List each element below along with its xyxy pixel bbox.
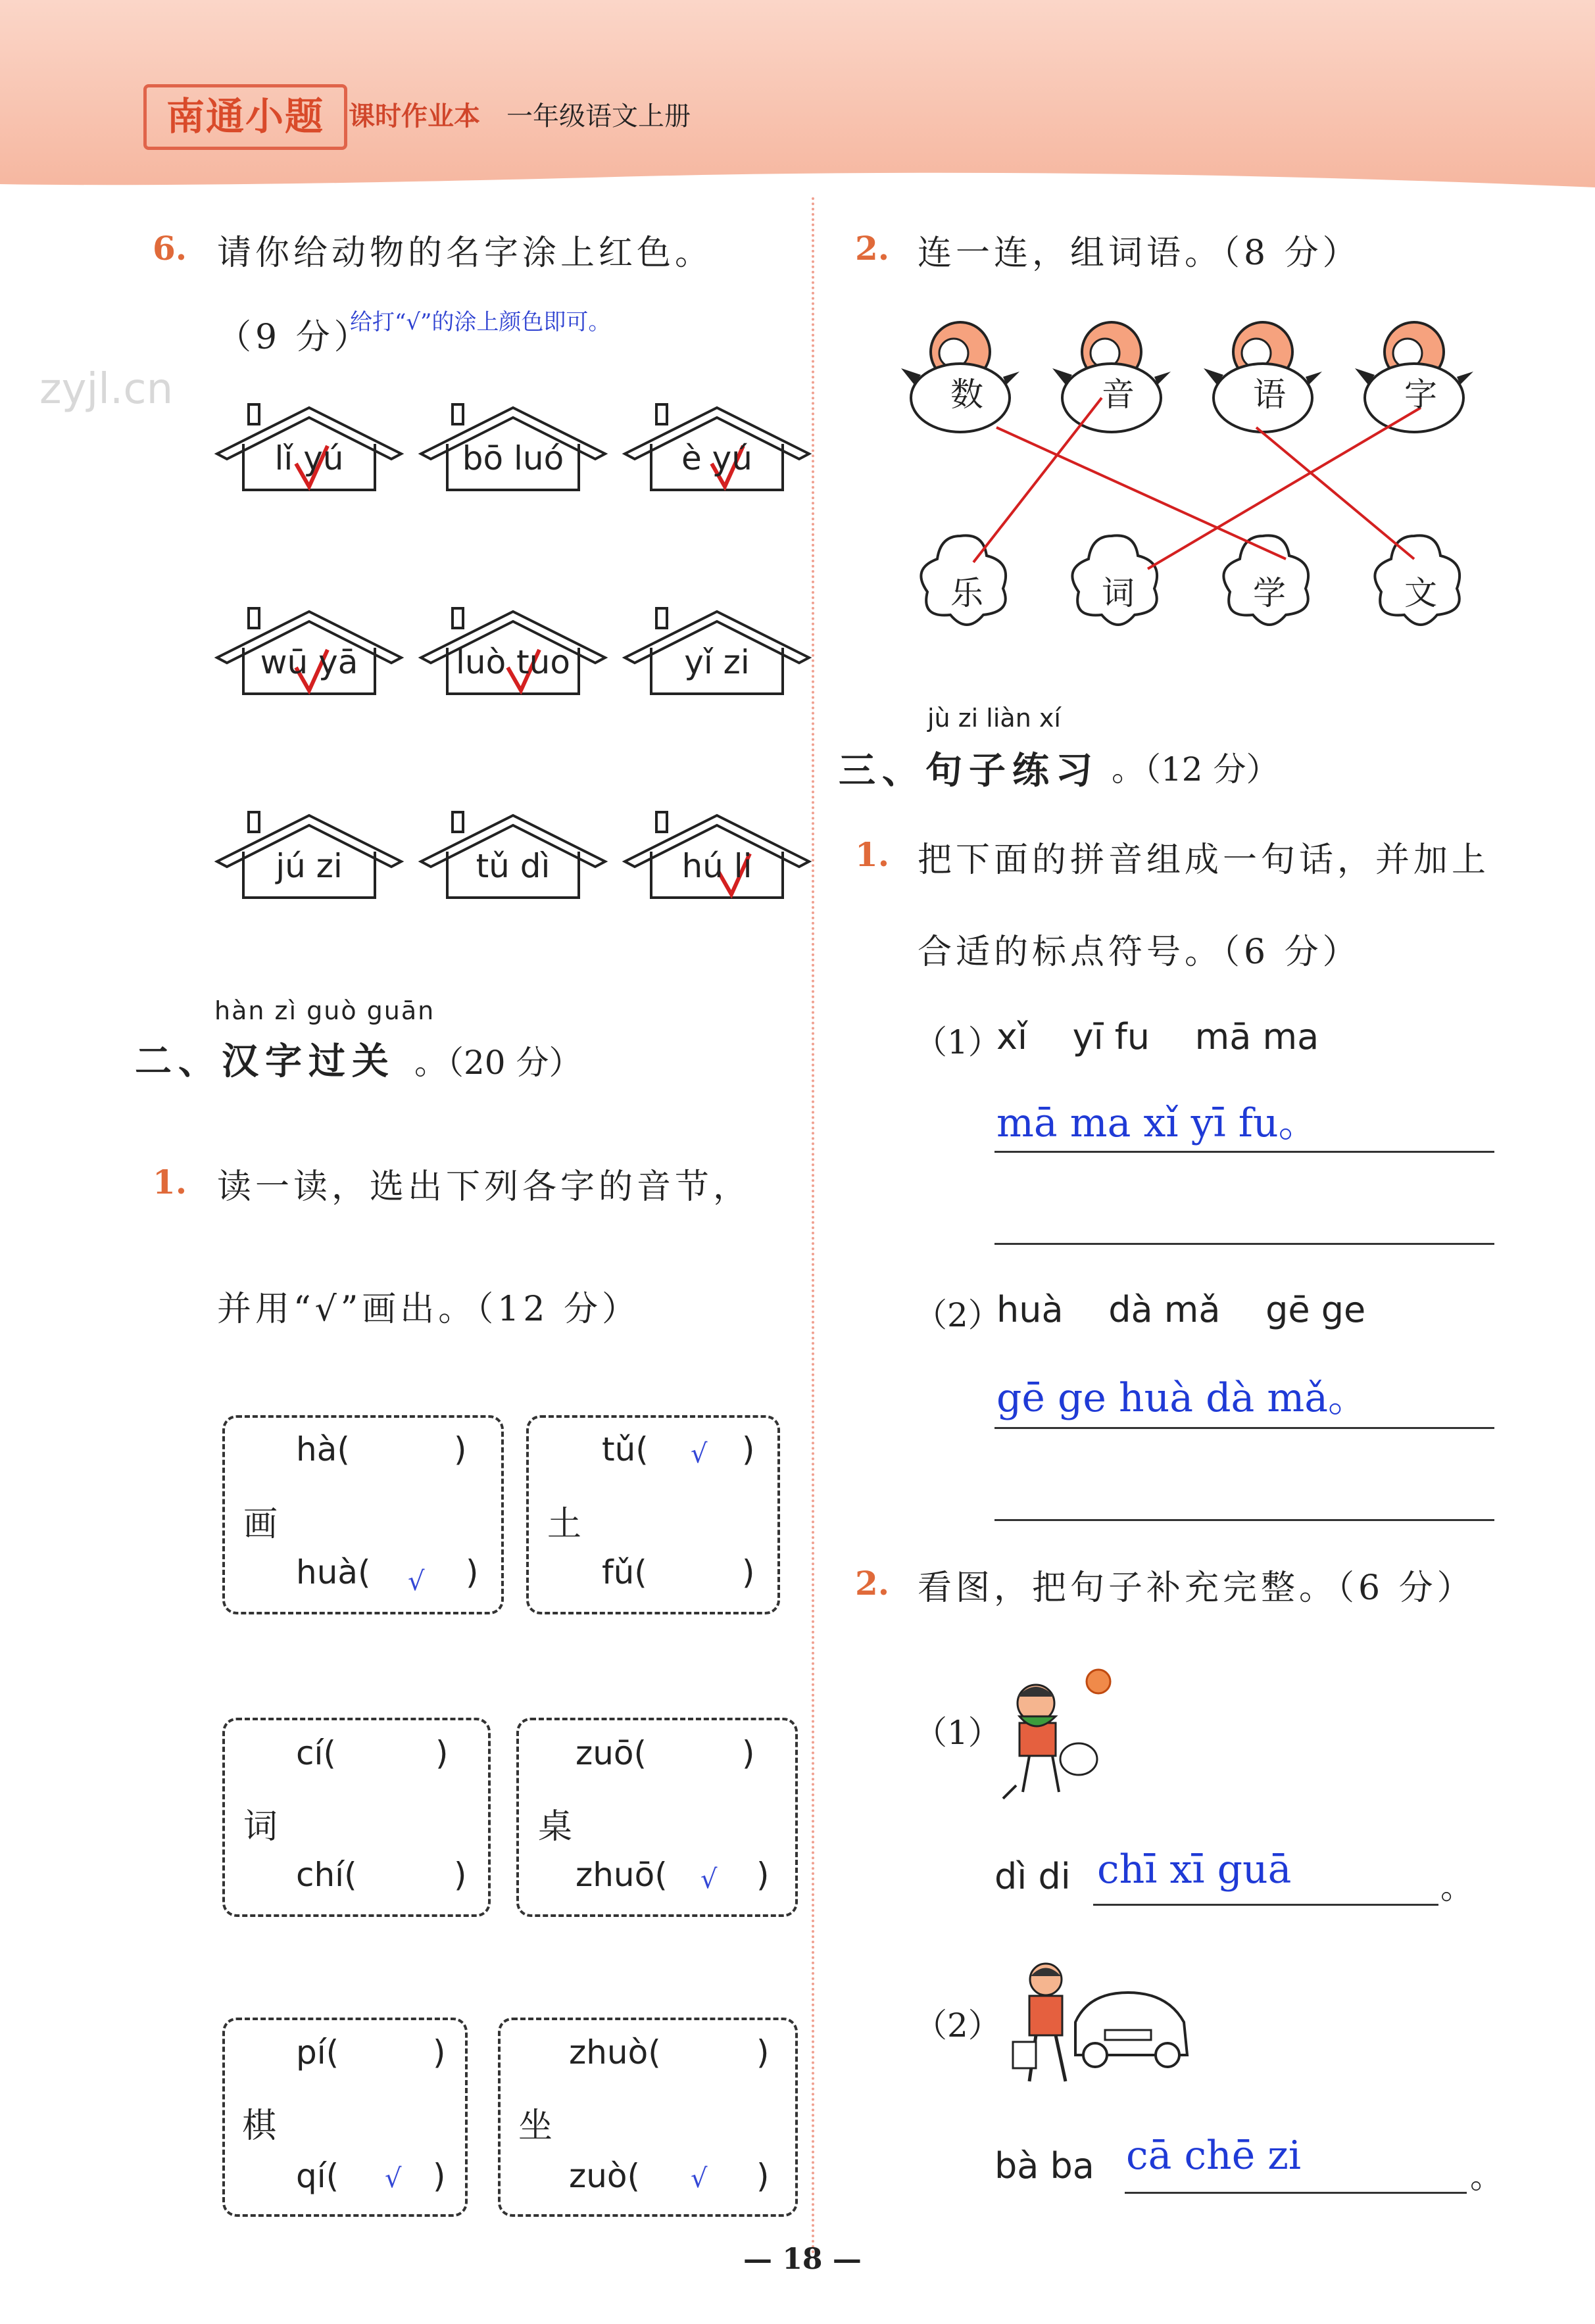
box5-char: 棋 [242, 2106, 277, 2146]
s2-p2-answer: cā chē zi [1126, 2133, 1302, 2179]
box1-top-pinyin: hà( [296, 1430, 350, 1468]
s2-p1-end: 。 [1440, 1868, 1473, 1906]
box3-char: 词 [243, 1807, 278, 1847]
boy-eating-watermelon-image [990, 1667, 1128, 1805]
match-line-1 [996, 427, 1286, 559]
s1-p1-answer: mā ma xǐ yī fu。 [996, 1100, 1318, 1146]
s1-p2-blank-line[interactable] [994, 1457, 1494, 1521]
box5-top-pinyin: pí( [296, 2033, 339, 2071]
owl-char-4[interactable]: 字 [1404, 375, 1437, 414]
box2-top-check[interactable]: √ [691, 1439, 708, 1469]
r-q2-number: 2. [855, 229, 890, 268]
box2-top-pinyin: tǔ( [602, 1430, 649, 1468]
box4-bottom-check[interactable]: √ [700, 1864, 718, 1895]
box2-bottom-pinyin: fǔ( [602, 1553, 647, 1591]
box1-top-close: ) [454, 1430, 467, 1468]
s1-p1-blank-line[interactable] [994, 1184, 1494, 1245]
box3-bottom-pinyin: chí( [296, 1856, 357, 1894]
box3-top-pinyin: cí( [296, 1734, 336, 1772]
s2-number: 2. [855, 1564, 890, 1603]
house-label-4[interactable]: wū yā [260, 643, 358, 681]
q6-hint: 给打“√”的涂上颜色即可。 [350, 309, 611, 335]
box4-char: 桌 [538, 1807, 573, 1847]
house-label-8[interactable]: tǔ dì [476, 847, 551, 885]
house-label-5[interactable]: luò tuo [456, 643, 570, 681]
box1-bottom-close: ) [466, 1553, 479, 1591]
s2-text: 看图，把句子补充完整。（6 分） [918, 1568, 1475, 1608]
s1-p1-words: xǐ yī fu mā ma [996, 1016, 1319, 1057]
box6-top-close: ) [756, 2033, 770, 2071]
box4-top-close: ) [742, 1734, 755, 1772]
house-label-1[interactable]: lǐ yú [274, 439, 344, 477]
s1-p2-words: huà dà mǎ gē ge [996, 1289, 1366, 1330]
flower-char-3[interactable]: 学 [1253, 574, 1286, 612]
sec2-pinyin: hàn zì guò guān [214, 996, 435, 1025]
s1-text-2: 合适的标点符号。（6 分） [918, 932, 1361, 972]
box1-char: 画 [243, 1505, 278, 1544]
father-washing-car-image [1010, 1956, 1194, 2094]
q6-text: 请你给动物的名字涂上红色。 [217, 233, 714, 273]
s2-p1-prefix: dì di [994, 1856, 1071, 1897]
q1-text-2: 并用“√”画出。（12 分） [217, 1290, 641, 1329]
box2-top-close: ) [742, 1430, 755, 1468]
s2-p2-label: （2） [914, 2006, 1001, 2045]
box3-bottom-close: ) [454, 1856, 467, 1894]
brand-logo: 南通小题 [143, 84, 347, 150]
q6-score: （9 分） [217, 318, 372, 357]
box5-top-close: ) [433, 2033, 446, 2071]
house-label-3[interactable]: è yú [681, 439, 752, 477]
page-number: — 18 — [743, 2242, 862, 2276]
owl-char-3[interactable]: 语 [1253, 375, 1286, 414]
sec3-pinyin: jù zi liàn xí [927, 704, 1061, 733]
flower-char-2[interactable]: 词 [1102, 574, 1135, 612]
box6-bottom-pinyin: zuò( [569, 2157, 641, 2195]
s2-p2-end: 。 [1470, 2158, 1503, 2196]
s1-p2-answer: gē ge huà dà mǎ。 [996, 1375, 1368, 1421]
s1-p1-label: （1） [914, 1023, 1001, 1061]
s1-number: 1. [855, 835, 890, 874]
box6-bottom-check[interactable]: √ [691, 2164, 708, 2194]
watermark: zyjl.cn [39, 365, 174, 414]
box6-top-pinyin: zhuò( [569, 2033, 661, 2071]
house-label-9[interactable]: hú li [681, 847, 752, 885]
box1-bottom-check[interactable]: √ [408, 1566, 425, 1597]
s1-p2-label: （2） [914, 1296, 1001, 1334]
flower-char-1[interactable]: 乐 [950, 574, 983, 612]
s2-p1-answer: chī xī guā [1097, 1847, 1292, 1893]
box5-bottom-close: ) [433, 2157, 446, 2195]
s2-p1-label: （1） [914, 1714, 1001, 1752]
flower-char-4[interactable]: 文 [1404, 574, 1437, 612]
q1-number: 1. [153, 1163, 187, 1201]
box5-bottom-check[interactable]: √ [385, 2164, 402, 2194]
header-book-title: 一年级语文上册 [506, 101, 691, 132]
s2-p2-prefix: bà ba [994, 2145, 1094, 2187]
box2-char: 土 [547, 1505, 582, 1544]
house-label-2[interactable]: bō luó [462, 439, 564, 477]
header-subtitle: 课时作业本 [349, 101, 480, 132]
house-label-6[interactable]: yǐ zi [684, 643, 750, 681]
sec3-score: 。（12 分） [1112, 750, 1279, 788]
box2-bottom-close: ) [742, 1553, 755, 1591]
sec2-score: 。（20 分） [414, 1044, 582, 1082]
owl-char-1[interactable]: 数 [950, 375, 983, 414]
box4-bottom-pinyin: zhuō( [576, 1856, 668, 1894]
box6-bottom-close: ) [756, 2157, 770, 2195]
box1-bottom-pinyin: huà( [296, 1553, 371, 1591]
house-label-7[interactable]: jú zi [276, 847, 343, 885]
sec2-title: 二、汉字过关 [135, 1040, 395, 1083]
s1-text-1: 把下面的拼音组成一句话，并加上 [918, 840, 1490, 880]
q6-number: 6. [153, 229, 187, 268]
sec3-title: 三、句子练习 [839, 749, 1099, 792]
box4-top-pinyin: zuō( [576, 1734, 647, 1772]
q1-text-1: 读一读，选出下列各字的音节， [217, 1167, 752, 1207]
box4-bottom-close: ) [756, 1856, 770, 1894]
owl-char-2[interactable]: 音 [1102, 375, 1135, 414]
box6-char: 坐 [518, 2106, 553, 2146]
box5-bottom-pinyin: qí( [296, 2157, 339, 2195]
box3-top-close: ) [435, 1734, 449, 1772]
r-q2-text: 连一连，组词语。（8 分） [918, 233, 1361, 273]
